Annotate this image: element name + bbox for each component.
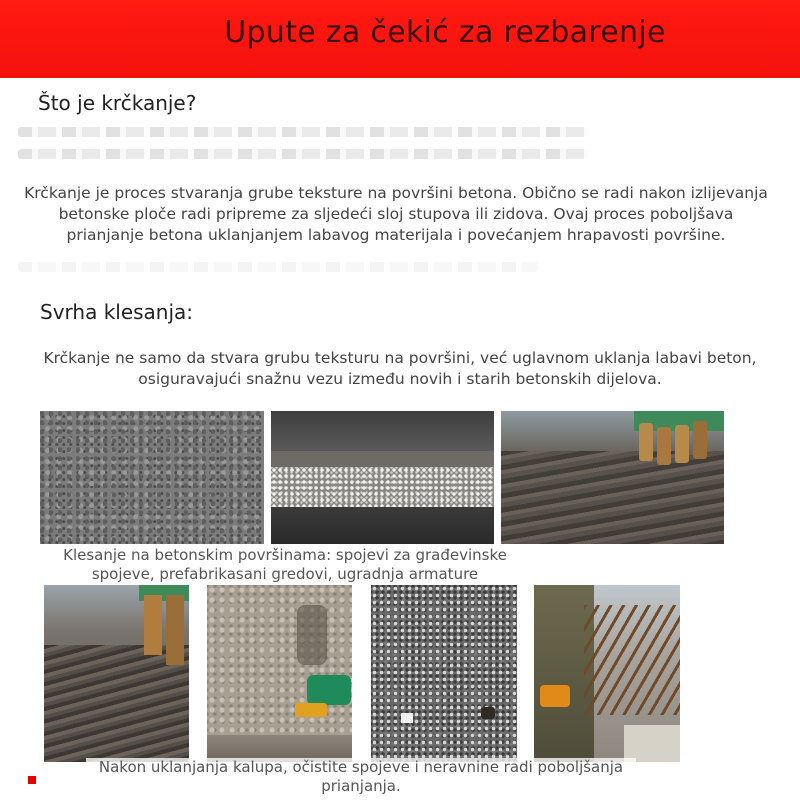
caption-line: spojeve, prefabrikasani gredovi, ugradnja armature — [91, 565, 479, 583]
red-marker-icon — [28, 776, 36, 784]
photo-chiseling-wall-with-hammer — [207, 585, 352, 762]
photo-worker-chiseling-rebar-beam — [534, 585, 680, 762]
intro-paragraph-line: betonske ploče radi pripreme za sljedeći sloj stupova ili zidova. Ovaj proces poboljšava — [58, 205, 734, 223]
caption-construction-joints — [40, 546, 530, 584]
purpose-paragraph — [0, 348, 800, 390]
section-heading-what-is: Što je krčkanje? — [38, 91, 197, 115]
caption-line: prianjanja. — [321, 777, 401, 795]
caption-line: Klesanje na betonskim površinama: spojevi za građevinske — [63, 546, 507, 564]
caption-line: Nakon uklanjanja kalupa, očistite spojeve i neravnine radi poboljšanja — [98, 758, 624, 776]
photo-exposed-aggregate-closeup — [371, 585, 517, 762]
blurred-text-line — [18, 262, 538, 272]
intro-paragraph — [0, 183, 792, 246]
photo-chiseled-concrete-texture — [40, 411, 264, 544]
purpose-paragraph-line: osiguravajući snažnu vezu između novih i starih betonskih dijelova. — [138, 370, 662, 388]
section-heading-purpose: Svrha klesanja: — [40, 300, 194, 324]
header-banner — [0, 0, 800, 78]
photo-exposed-aggregate-strip — [271, 411, 494, 544]
blurred-text-line — [18, 149, 588, 159]
intro-paragraph-line: Krčkanje je proces stvaranja grube teksture na površini betona. Obično se radi nakon izlijevanja — [24, 184, 768, 202]
purpose-paragraph-line: Krčkanje ne samo da stvara grubu teksturu na površini, već uglavnom uklanja labavi beton, — [43, 349, 757, 367]
blurred-text-line — [18, 127, 588, 137]
photo-chiseling-slab-edge — [44, 585, 189, 762]
intro-paragraph-line: prianjanje betona uklanjanjem labavog materijala i povećanjem hrapavosti površine. — [66, 226, 726, 244]
page-title: Upute za čekić za rezbarenje — [224, 15, 666, 50]
photo-worker-chiseling-slab — [501, 411, 724, 544]
caption-after-formwork — [86, 758, 636, 796]
